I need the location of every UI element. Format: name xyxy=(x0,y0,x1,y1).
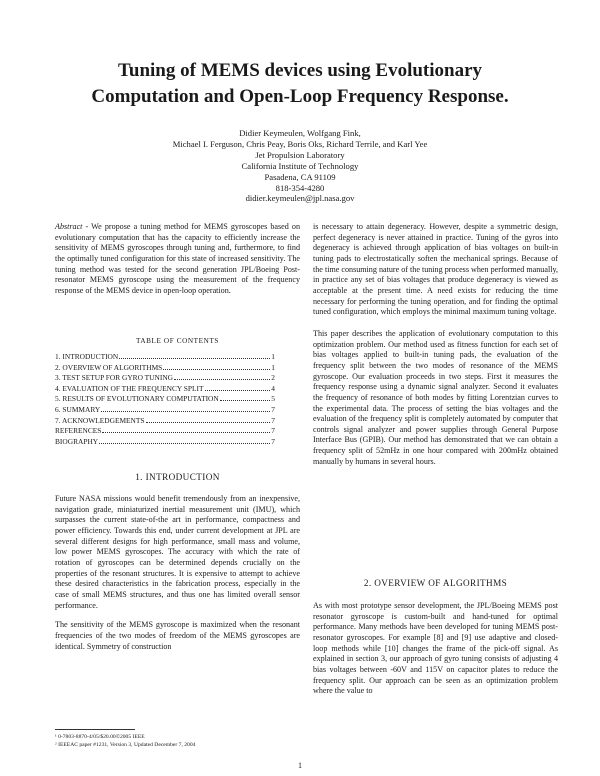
toc-entry-page: 7 xyxy=(271,415,275,425)
toc-entry-page: 2 xyxy=(271,373,275,383)
toc-entry-label: 7. ACKNOWLEDGEMENTS xyxy=(55,415,145,425)
toc-entry-label: REFERENCES xyxy=(55,426,102,436)
footnotes xyxy=(55,733,300,749)
toc-entry-label: 6. SUMMARY xyxy=(55,404,101,414)
toc-entry-page: 1 xyxy=(271,352,275,361)
abstract-text: - We propose a tuning method for MEMS gyroscopes based on evolutionary computation that has the capacity to efficiently increase the sensitivity of MEMS gyroscopes through tuning and, furthermore, to find the optimally tuned configuration for this state of increased sensitivity. The tuning method was tested for the second generation JPL/Boeing Post-resonator MEMS gyroscope using the measurement of the frequency response of the MEMS device in open-loop operation. xyxy=(55,222,300,295)
affiliation-city: Pasadena, CA 91109 xyxy=(264,171,336,182)
title-line-1: Tuning of MEMS devices using Evolutionary xyxy=(117,60,483,81)
toc-entry[interactable] xyxy=(55,384,275,395)
author-block xyxy=(120,128,480,204)
paragraph: is necessary to attain degeneracy. However, despite a symmetric design, perfect degeneracy is never attained in practice. Tuning of the gyros into degeneracy is achieved through application of bias voltages on built-in tuning pads to electrostatically soften the mechanical springs. Because of the time consuming nature of the tuning process when performed manually, in practice any set of bias voltages that produce degeneracy is viewed as acceptable at the present time. A need exists for reducing the time necessary for performing the tuning operation, and for finding the optimal tuned configuration, which employs the minimal maximum tuning voltage. xyxy=(313,222,558,317)
toc-entry-label: 3. TEST SETUP FOR GYRO TUNING xyxy=(55,373,173,383)
toc-entry-page: 7 xyxy=(271,426,275,436)
paragraph: Future NASA missions would benefit tremendously from an inexpensive, navigation grade, miniaturized inertial measurement unit (IMU), which surpasses the current state-of-the art in performance, compactness and power efficiency. Towards this end, under current development at JPL are several different designs for high performance, small mass and volume, low power MEMS gyroscopes. The accuracy with which the rate of rotation of gyroscopes can be determined depends crucially on the properties of the resonant structures. It is expensive to attempt to achieve these desired characteristics in the fabrication process, especially in the case of small MEMS structures, and thus one has limited overall sensor performance. xyxy=(55,494,300,610)
abstract-label: Abstract xyxy=(55,222,83,231)
toc-entry[interactable] xyxy=(55,416,275,427)
affiliation-institute: California Institute of Technology xyxy=(241,160,359,171)
paragraph: As with most prototype sensor development, the JPL/Boeing MEMS post resonator gyroscope is custom-built and hand-tuned for optimal performance. Many methods have been developed for tuning MEMS post-resonator gyroscopes. For example [8] and [9] use adaptive and closed-loop methods while [10] changes the frame of the pick-off signal. As explained in section 3, our approach of gyro tuning consists of adjusting 4 bias voltages between -60V and 115V on capacitor plates to reduce the frequency split. Our approach can be seen as an optimization problem where the value to xyxy=(313,601,558,696)
toc-entry-page: 5 xyxy=(271,394,275,404)
toc-entry[interactable] xyxy=(55,352,275,363)
paragraph: The sensitivity of the MEMS gyroscope is maximized when the resonant frequencies of the two modes of freedom of the MEMS gyroscopes are identical. Symmetry of construction xyxy=(55,620,300,651)
toc-entry[interactable] xyxy=(55,405,275,416)
author-names-2: Michael I. Ferguson, Chris Peay, Boris Oks, Richard Terrile, and Karl Yee xyxy=(172,138,428,149)
toc-entry-page: 7 xyxy=(271,404,275,414)
author-names: Didier Keymeulen, Wolfgang Fink, xyxy=(239,128,361,138)
toc-entry-label: 5. RESULTS OF EVOLUTIONARY COMPUTATION xyxy=(55,394,219,404)
footnote-divider xyxy=(55,729,135,730)
paragraph: This paper describes the application of evolutionary computation to this optimization problem. Our method used as fitness function for each set of bias voltages applied to built-in tuning pads, the evaluation of the frequency split between the two modes of resonance of the MEMS gyroscope. Our evaluation proceeds in two steps. First it measures the frequency response using a dynamic signal analyzer. Second it evaluates the frequency of resonance of both modes by fitting Lorentzian curves to the experimental data. The process of setting the bias voltages and the evaluation of the frequency split is completely automated by computer that controls signal analyzer and power supplies through General Purpose Interface Bus (GPIB). Our method has demonstrated that we can obtain a frequency split of 52mHz in one hour compared with 200mHz obtained manually by humans in several hours. xyxy=(313,328,558,466)
toc-entry-label: 2. OVERVIEW OF ALGORITHMS xyxy=(55,362,163,372)
toc-entry-label: BIOGRAPHY xyxy=(55,436,99,446)
section-heading-overview: 2. OVERVIEW OF ALGORITHMS xyxy=(363,578,508,588)
footnote: ² IEEEAC paper #1231, Version 3, Updated December 7, 2004 xyxy=(55,742,196,749)
table-of-contents xyxy=(55,352,275,447)
footnote: ¹ 0-7803-8870-4/05/$20.00©2005 IEEE xyxy=(55,734,145,740)
toc-entry[interactable] xyxy=(55,373,275,384)
toc-entry[interactable] xyxy=(55,437,275,448)
affiliation-lab: Jet Propulsion Laboratory xyxy=(255,149,345,160)
toc-entry[interactable] xyxy=(55,426,275,437)
overview-body xyxy=(313,601,558,697)
toc-entry[interactable] xyxy=(55,394,275,405)
affiliation-phone: 818-354-4280 xyxy=(275,182,325,193)
introduction-body xyxy=(55,494,300,652)
page-number: 1 xyxy=(298,761,302,770)
section-heading-introduction: 1. INTRODUCTION xyxy=(135,472,220,482)
toc-entry-label: 1. INTRODUCTION xyxy=(55,352,119,361)
toc-entry-page: 4 xyxy=(271,383,275,393)
toc-title: TABLE OF CONTENTS xyxy=(135,337,220,345)
right-column xyxy=(313,222,558,467)
toc-entry-page: 1 xyxy=(271,362,275,372)
author-email: didier.keymeulen@jpl.nasa.gov xyxy=(245,193,355,204)
toc-entry[interactable] xyxy=(55,363,275,374)
abstract xyxy=(55,222,300,297)
toc-entry-page: 7 xyxy=(271,436,275,446)
paper-title xyxy=(40,58,560,110)
title-line-2: Computation and Open-Loop Frequency Response. xyxy=(91,86,509,107)
toc-entry-label: 4. EVALUATION OF THE FREQUENCY SPLIT xyxy=(55,383,204,393)
